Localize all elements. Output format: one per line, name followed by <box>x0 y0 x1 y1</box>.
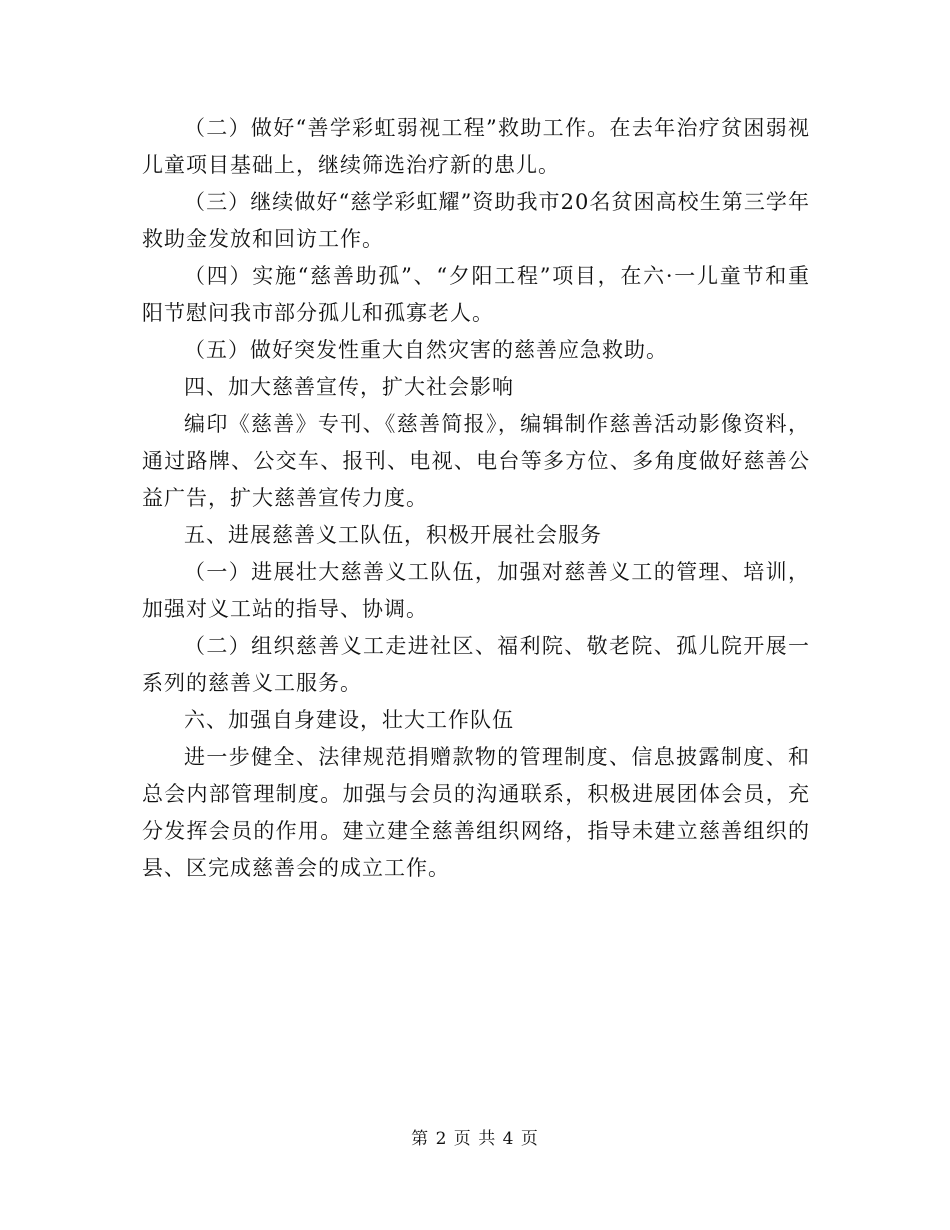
paragraph-volunteer-1: （一）进展壮大慈善义工队伍，加强对慈善义工的管理、培训，加强对义工站的指导、协调。 <box>142 560 810 621</box>
paragraph-item-2: （二）做好“善学彩虹弱视工程”救助工作。在去年治疗贫困弱视儿童项目基础上，继续筛选治疗新的患儿。 <box>142 116 810 177</box>
paragraph-item-5: （五）做好突发性重大自然灾害的慈善应急救助。 <box>184 338 668 362</box>
section-heading-4: 四、加大慈善宣传，扩大社会影响 <box>184 375 514 399</box>
section-heading-6: 六、加强自身建设，壮大工作队伍 <box>184 708 514 732</box>
section-heading-5: 五、进展慈善义工队伍，积极开展社会服务 <box>184 523 602 547</box>
paragraph-item-4: （四）实施“慈善助孤”、“夕阳工程”项目，在六·一儿童节和重阳节慰问我市部分孤儿和孤寡老人。 <box>142 264 810 325</box>
paragraph-item-3: （三）继续做好“慈学彩虹耀”资助我市20名贫困高校生第三学年救助金发放和回访工作。 <box>142 190 810 251</box>
paragraph-volunteer-2: （二）组织慈善义工走进社区、福利院、敬老院、孤儿院开展一系列的慈善义工服务。 <box>142 634 810 695</box>
document-body <box>142 110 810 887</box>
paragraph-self-building: 进一步健全、法律规范捐赠款物的管理制度、信息披露制度、和总会内部管理制度。加强与会员的沟通联系，积极进展团体会员，充分发挥会员的作用。建立建全慈善组织网络，指导未建立慈善组织的县、区完成慈善会的成立工作。 <box>142 745 810 880</box>
page-number-footer: 第 2 页 共 4 页 <box>411 1129 539 1149</box>
paragraph-publicity: 编印《慈善》专刊、《慈善简报》，编辑制作慈善活动影像资料，通过路牌、公交车、报刊、电视、电台等多方位、多角度做好慈善公益广告，扩大慈善宣传力度。 <box>142 412 810 510</box>
